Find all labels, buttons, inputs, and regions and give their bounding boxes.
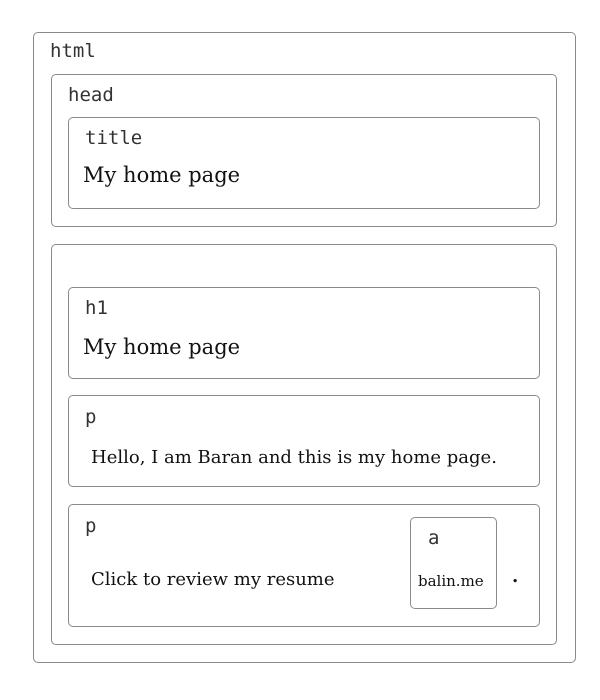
p-tag-label-1: p (85, 406, 97, 428)
p-text-2: Click to review my resume (91, 569, 335, 590)
h1-tag-label: h1 (85, 297, 108, 319)
resume-link[interactable]: balin.me (418, 572, 484, 590)
a-tag-label: a (428, 527, 440, 549)
p-text-1: Hello, I am Baran and this is my home page. (91, 447, 497, 468)
p-tag-label-2: p (85, 515, 97, 537)
p-element-box-1 (68, 395, 540, 487)
head-tag-label: head (68, 84, 114, 106)
html-tag-label: html (50, 40, 96, 62)
a-element-box[interactable] (410, 517, 497, 609)
p-trailing-period: . (512, 566, 519, 587)
h1-element-box (68, 287, 540, 379)
h1-text: My home page (83, 335, 241, 359)
title-tag-label: title (85, 127, 143, 149)
title-text: My home page (83, 163, 241, 187)
